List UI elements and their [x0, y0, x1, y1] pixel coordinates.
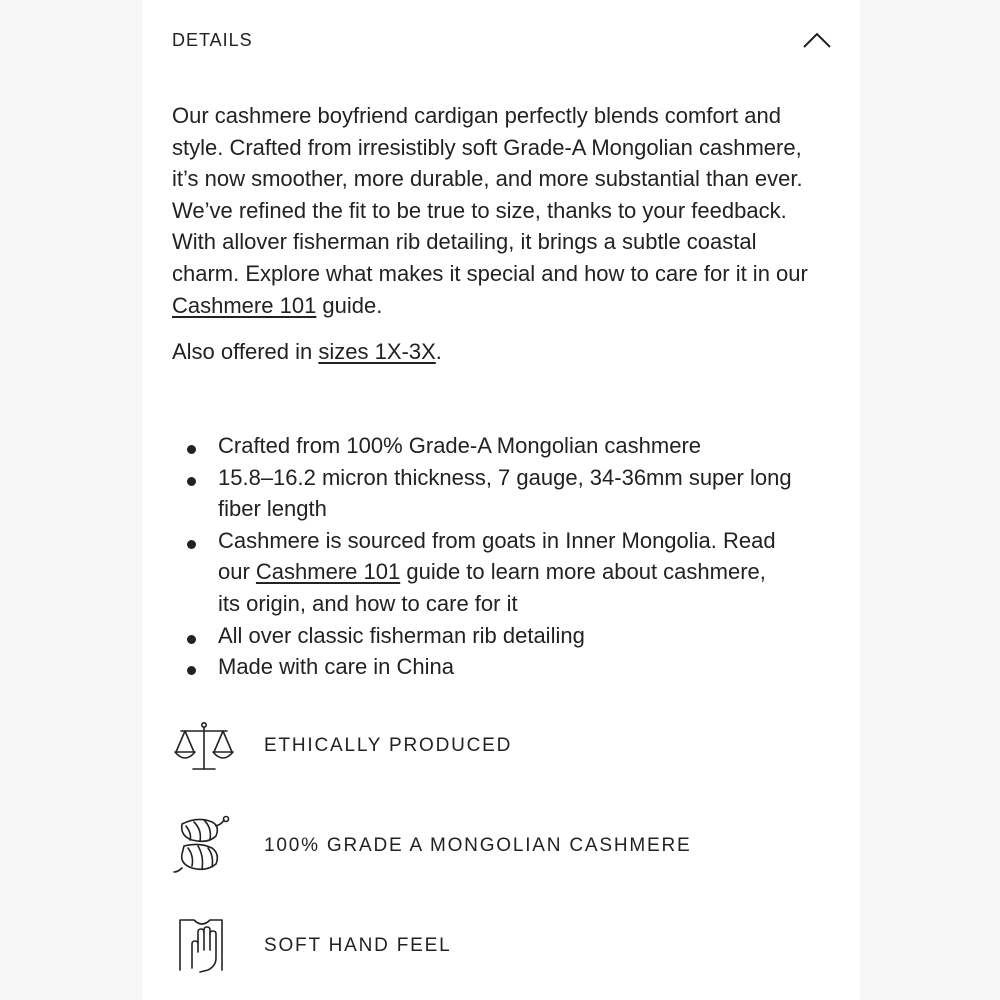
hand-touch-icon [172, 914, 236, 978]
bullet-dot [187, 635, 196, 644]
cashmere-101-link[interactable]: Cashmere 101 [172, 292, 317, 318]
details-title: DETAILS [172, 30, 253, 50]
feature-bullet-list [172, 430, 792, 683]
feature-label: 100% GRADE A MONGOLIAN CASHMERE [264, 835, 692, 856]
details-header[interactable] [172, 30, 832, 54]
description-text: Our cashmere boyfriend cardigan perfectly blends comfort and style. Crafted from irresistibly soft Grade-A Mongolian cashmere, it’s now smoother, more durable, and more substantial than ever. We’ve refined the fit to be true to size, thanks to your feedback. With allover fisherman rib detailing, it brings a subtle coastal charm. Explore what makes it special and how to care for it in our [172, 103, 808, 286]
bullet-dot [187, 666, 196, 675]
yarn-icon [172, 814, 236, 878]
list-item-text: 15.8–16.2 micron thickness, 7 gauge, 34-36mm super long fiber length [218, 464, 792, 522]
product-description [172, 100, 812, 368]
description-text-end: guide. [316, 292, 383, 318]
sizes-text: Also offered in [172, 339, 319, 365]
list-item-text: Crafted from 100% Grade-A Mongolian cashmere [218, 433, 702, 458]
feature-label: ETHICALLY PRODUCED [264, 735, 513, 756]
bullet-dot [187, 445, 196, 454]
feature-label: SOFT HAND FEEL [264, 935, 452, 956]
sizes-link[interactable]: sizes 1X-3X [318, 339, 436, 365]
sizes-paragraph [172, 336, 812, 368]
list-item [172, 462, 792, 525]
list-item-text: Cashmere is sourced from goats in Inner Mongolia. Read our [218, 527, 776, 585]
feature-ethically-produced [172, 714, 812, 778]
list-item [172, 430, 792, 462]
feature-soft-hand-feel [172, 914, 812, 978]
list-item [172, 525, 792, 620]
cashmere-101-link[interactable]: Cashmere 101 [255, 559, 401, 585]
description-paragraph [172, 100, 812, 321]
bullet-dot [187, 477, 196, 486]
scales-icon [172, 714, 236, 778]
sizes-text-end: . [435, 339, 442, 365]
bullet-dot [187, 540, 196, 549]
list-item-text: All over classic fisherman rib detailing [218, 622, 585, 648]
list-item [172, 620, 792, 652]
feature-grade-a-cashmere [172, 814, 812, 878]
details-panel [142, 0, 860, 1000]
chevron-up-icon[interactable] [802, 28, 832, 52]
list-item-text: Made with care in China [218, 654, 455, 680]
list-item [172, 651, 792, 683]
list-item-text-end: guide to learn more about cashmere, its origin, and how to care for it [218, 559, 766, 616]
